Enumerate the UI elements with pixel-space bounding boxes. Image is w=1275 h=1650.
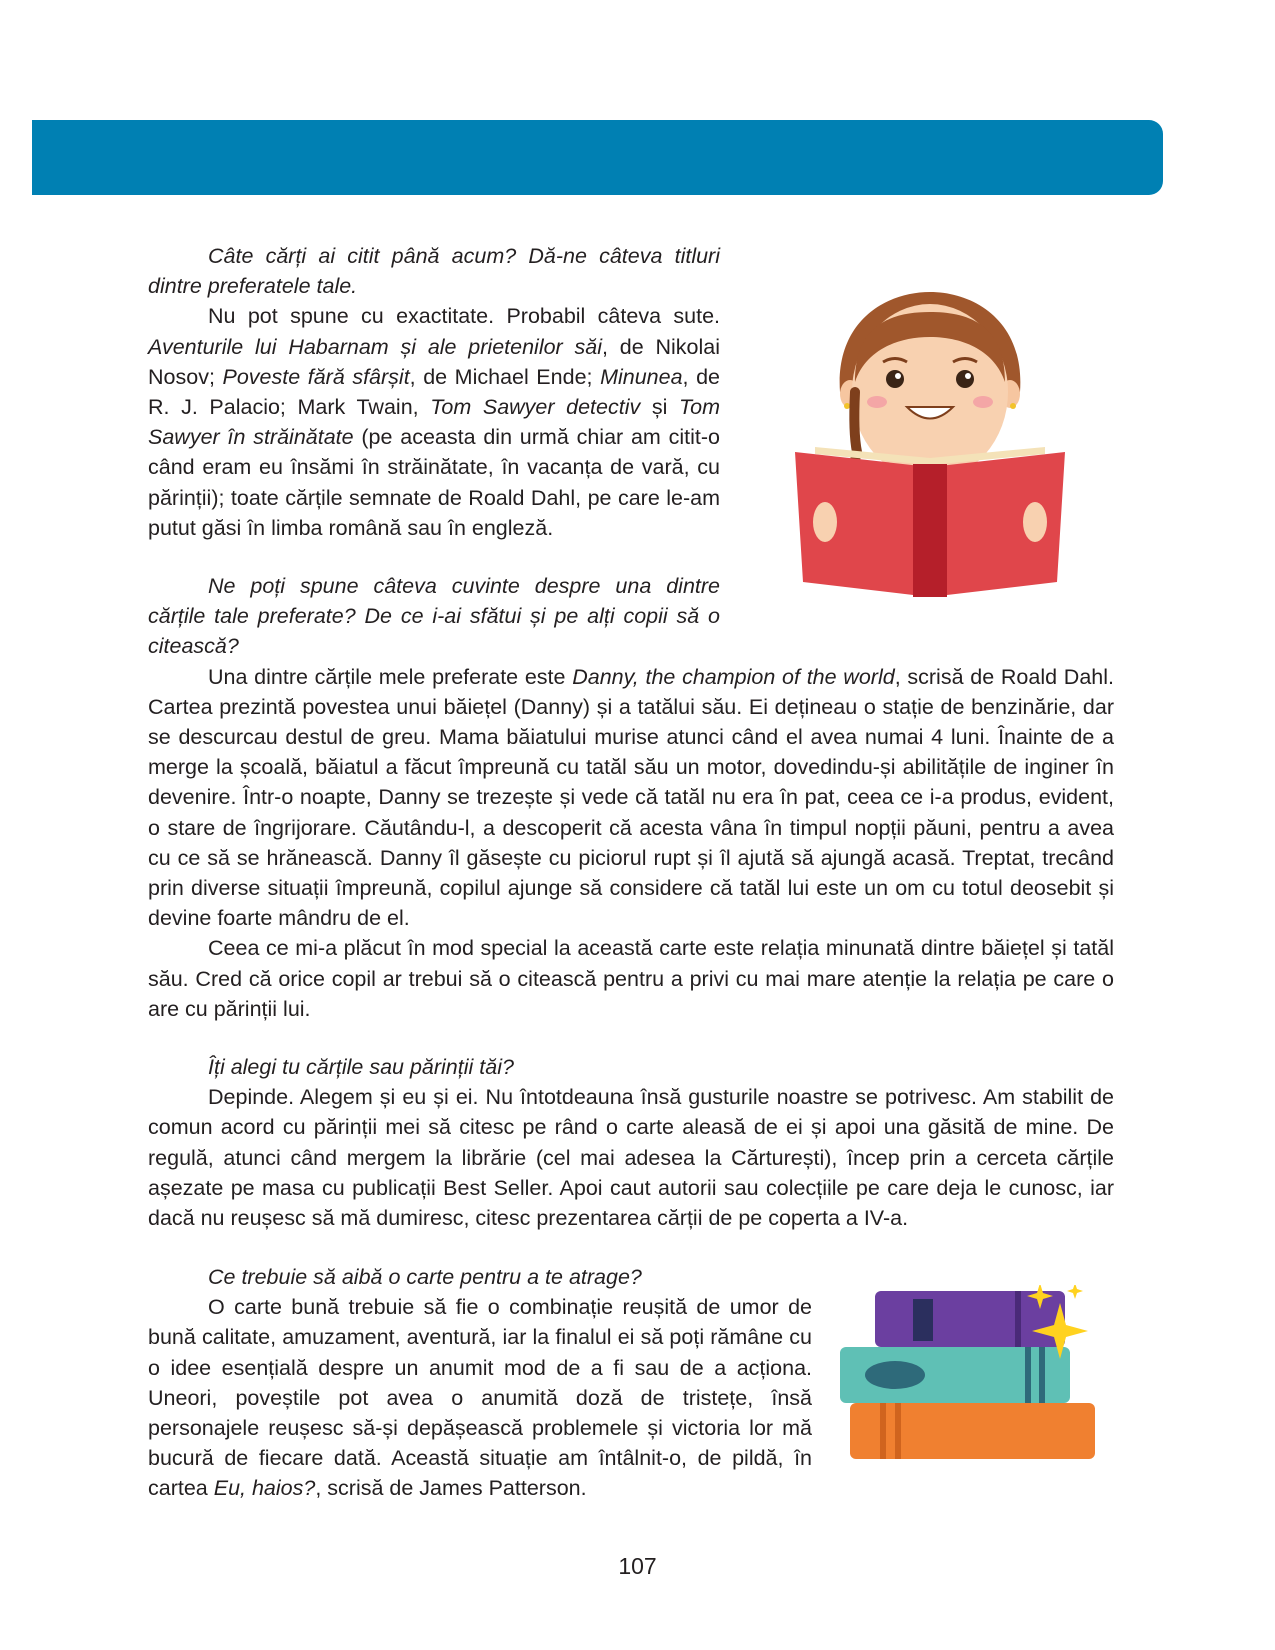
- answer-2-continued: Ceea ce mi-a plăcut în mod special la această carte este relația minunată dintre băiețel și tatăl său. Cred că orice copil ar trebui să o citească pentru a privi cu mai mare atenție la relația pe care o are cu părinții lui.: [148, 936, 1114, 1021]
- answer-3: Depinde. Alegem și eu și ei. Nu întotdeauna însă gusturile noastre se potrivesc. Am stabilit de comun acord cu părinții mei să citesc pe rând o carte aleasă de ei și apoi una găsită de mine. De regulă, atunci când mergem la librărie (cel mai adesea la Cărturești), încep prin a cerceta cărțile așezate pe masa cu publicații Best Seller. Apoi caut autorii sau colecțiile pe care deja le cunosc, iar dacă nu reușesc să mă dumiresc, citesc prezentarea cărții de pe coperta a IV-a.: [148, 1085, 1114, 1231]
- book-stack-illustration: [835, 1285, 1115, 1485]
- book-title: Eu, haios?: [213, 1476, 316, 1501]
- book-title: Aventurile lui Habarnam și ale prietenilor săi: [148, 334, 602, 359]
- book-title: Danny, the champion of the world: [572, 664, 895, 689]
- interview-block-3: [148, 1052, 1114, 1233]
- page-number: 107: [618, 1553, 657, 1579]
- question-2: Ne poți spune câteva cuvinte despre una dintre cărțile tale preferate? De ce i-ai sfătui și pe alți copii să o citească?: [148, 574, 720, 659]
- book-title: Tom Sawyer detectiv: [430, 395, 641, 420]
- question-1: Câte cărți ai citit până acum? Dă-ne câteva titluri dintre preferatele tale.: [148, 244, 720, 299]
- question-3: Îți alegi tu cărțile sau părinții tăi?: [208, 1055, 514, 1079]
- interview-block-4: [148, 1262, 812, 1504]
- answer-2: Una dintre cărțile mele preferate este Danny, the champion of the world, scrisă de Roald Dahl. Cartea prezintă povestea unui băiețel (Danny) și a tatălui său. Ei dețineau o stație de benzinărie, dar se descurcau destul de greu. Mama băiatului murise atunci când el avea numai 4 luni. Înainte de a merge la școală, băiatul a făcut împreună cu tatăl său un motor, dovedindu-și abilitățile de inginer în devenire. Într-o noapte, Danny se trezește și vede că tatăl nu era în pat, ceea ce i-a produs, evident, o stare de îngrijorare. Căutându-l, a descoperit că acesta vâna în timpul nopții păuni, pentru a avea cu ce să se hrănească. Danny îl găsește cu piciorul rupt și îl ajută să ajungă acasă. Treptat, trecând prin diverse situații împreună, copilul ajunge să considere că tatăl lui este un om cu totul deosebit și devine foarte mândru de el.: [148, 664, 1114, 931]
- question-4: Ce trebuie să aibă o carte pentru a te atrage?: [208, 1265, 642, 1289]
- answer-1: Nu pot spune cu exactitate. Probabil câteva sute. Aventurile lui Habarnam și ale prietenilor săi, de Nikolai Nosov; Poveste fără sfârșit, de Michael Ende; Minunea, de R. J. Palacio; Mark Twain, Tom Sawyer detectiv și Tom Sawyer în străinătate (pe aceasta din urmă chiar am citit-o când eram eu însămi în străinătate, în vacanța de vară, cu părinții); toate cărțile semnate de Roald Dahl, pe care le-am putut găsi în limba română sau în engleză.: [148, 304, 721, 540]
- interview-block-1: [148, 241, 720, 543]
- interview-block-2: [148, 571, 1114, 1024]
- girl-reading-illustration: [795, 282, 1065, 612]
- book-title: Poveste fără sfârșit: [222, 364, 410, 389]
- header-band: [32, 120, 1163, 195]
- book-title: Minunea: [600, 364, 683, 389]
- book-title: Tom Sawyer în străinătate: [148, 395, 721, 450]
- answer-4: O carte bună trebuie să fie o combinație reușită de umor de bună calitate, amuzament, aventură, iar la finalul ei să poți rămâne cu o idee esențială despre un anumit mod de a fi sau de a acționa. Uneori, poveștile pot avea o anumită doză de tristețe, însă personajele reușesc să-și depășească problemele și victoria lor mă bucură de fiecare dată. Această situație am întâlnit-o, de pildă, în cartea Eu, haios?, scrisă de James Patterson.: [148, 1295, 812, 1501]
